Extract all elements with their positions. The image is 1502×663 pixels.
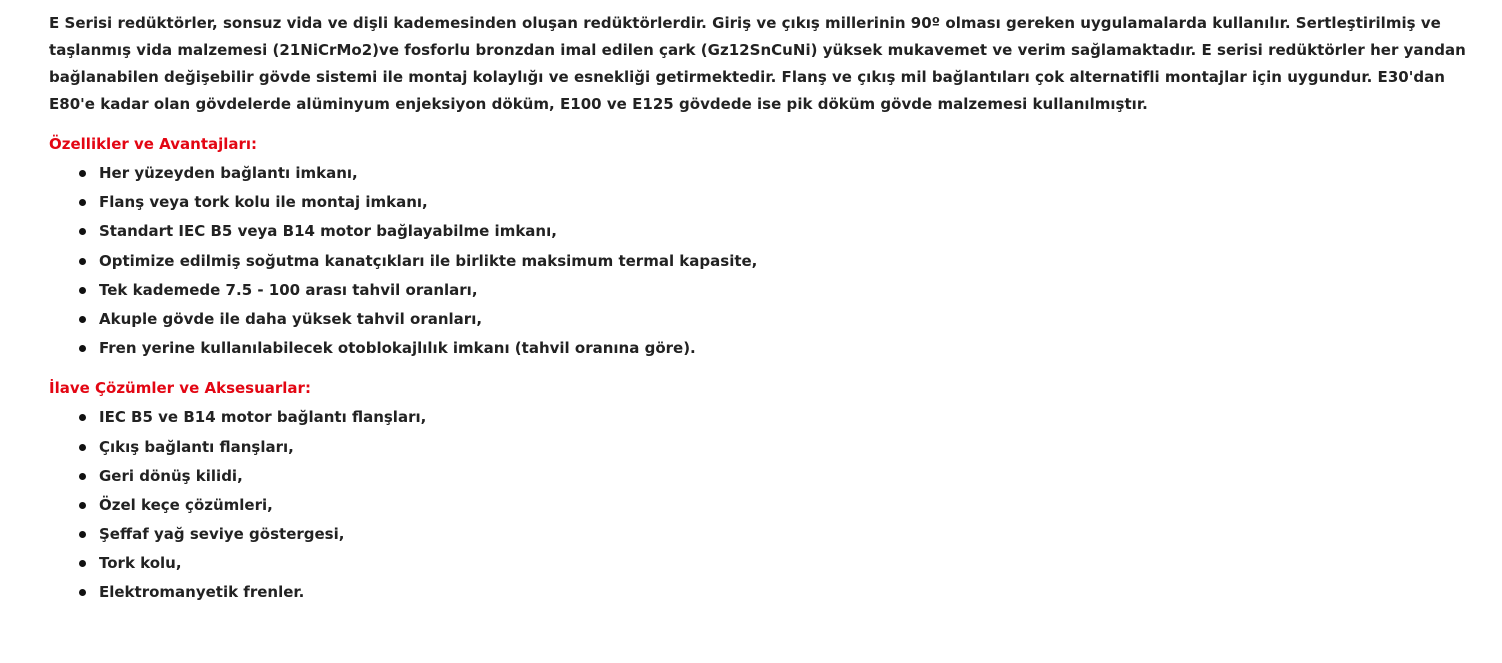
- list-item-text: Her yüzeyden bağlantı imkanı,: [99, 164, 358, 182]
- bullet-icon: [79, 444, 86, 451]
- features-heading: Özellikler ve Avantajları:: [49, 135, 258, 153]
- list-item-text: Standart IEC B5 veya B14 motor bağlayabilme imkanı,: [99, 222, 557, 241]
- bullet-icon: [79, 345, 86, 352]
- list-item-text: Elektromanyetik frenler.: [99, 583, 305, 602]
- list-item: [49, 549, 1479, 578]
- bullet-icon: [79, 414, 86, 421]
- bullet-icon: [79, 531, 86, 538]
- bullet-icon: [79, 170, 86, 177]
- list-item-text: Optimize edilmiş soğutma kanatçıkları ile birlikte maksimum termal kapasite,: [99, 251, 758, 270]
- list-item-text: Akuple gövde ile daha yüksek tahvil oranları,: [99, 309, 483, 328]
- list-item: [49, 491, 1479, 520]
- list-item: [49, 188, 1479, 217]
- list-item-text: Çıkış bağlantı flanşları,: [99, 437, 294, 456]
- list-item: [49, 276, 1479, 305]
- features-list: [49, 159, 1479, 363]
- bullet-icon: [79, 316, 86, 323]
- list-item: [49, 462, 1479, 491]
- list-item: [49, 247, 1479, 276]
- list-item: [49, 217, 1479, 246]
- bullet-icon: [79, 502, 86, 509]
- bullet-icon: [79, 287, 86, 294]
- bullet-icon: [79, 258, 86, 265]
- bullet-icon: [79, 589, 86, 596]
- list-item-text: Tek kademede 7.5 - 100 arası tahvil oranları,: [99, 280, 478, 299]
- bullet-icon: [79, 473, 86, 480]
- list-item-text: IEC B5 ve B14 motor bağlantı flanşları,: [99, 408, 427, 427]
- accessories-list: [49, 403, 1479, 607]
- bullet-icon: [79, 560, 86, 567]
- list-item: [49, 403, 1479, 432]
- list-item: [49, 578, 1479, 607]
- list-item-text: Şeffaf yağ seviye göstergesi,: [99, 525, 345, 544]
- list-item-text: Tork kolu,: [99, 554, 182, 573]
- product-description: [49, 10, 1479, 608]
- list-item: [49, 334, 1479, 363]
- intro-paragraph: E Serisi redüktörler, sonsuz vida ve dişli kademesinden oluşan redüktörlerdir. Giriş ve çıkış millerinin 90º olması gereken uygulamalarda kullanılır. Sertleştirilmiş ve taşlanmış vida malzemesi (21NiCrMo2)ve fosforlu bronzdan imal edilen çark (Gz12SnCuNi) yüksek mukavemet ve verim sağlamaktadır. E serisi redüktörler her yandan bağlanabilen değişebilir gövde sistemi ile montaj kolaylığı ve esnekliği getirmektedir. Flanş ve çıkış mil bağlantıları çok alternatifli montajlar için uygundur. E30'dan E80'e kadar olan gövdelerde alüminyum enjeksiyon döküm, E100 ve E125 gövdede ise pik döküm gövde malzemesi kullanılmıştır.: [49, 14, 1466, 113]
- accessories-heading: İlave Çözümler ve Aksesuarlar:: [49, 379, 311, 398]
- list-item: [49, 159, 1479, 188]
- list-item-text: Geri dönüş kilidi,: [99, 466, 243, 485]
- list-item-text: Flanş veya tork kolu ile montaj imkanı,: [99, 193, 428, 212]
- list-item-text: Özel keçe çözümleri,: [99, 495, 273, 514]
- list-item: [49, 305, 1479, 334]
- list-item-text: Fren yerine kullanılabilecek otoblokajlılık imkanı (tahvil oranına göre).: [99, 339, 696, 358]
- list-item: [49, 520, 1479, 549]
- bullet-icon: [79, 228, 86, 235]
- list-item: [49, 433, 1479, 462]
- bullet-icon: [79, 199, 86, 206]
